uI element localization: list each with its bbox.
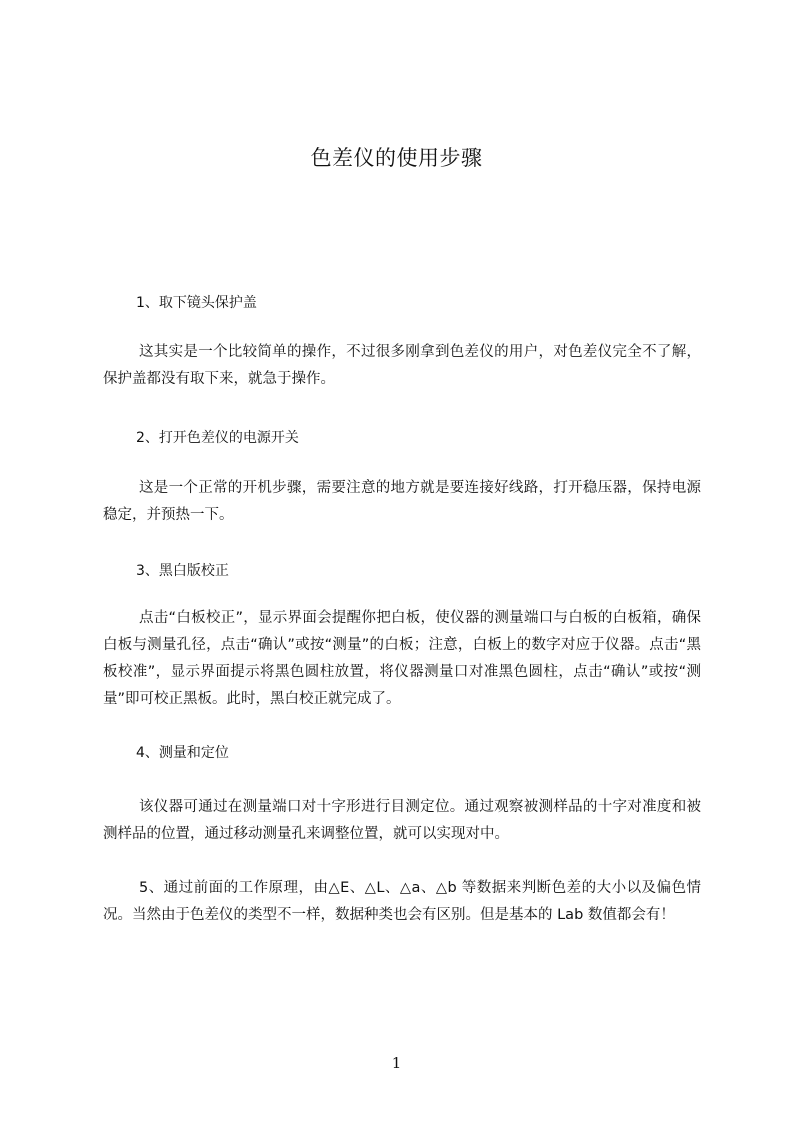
page-number: 1 xyxy=(391,1054,402,1072)
section-3-paragraph: 点击“白板校正”，显示界面会提醒你把白板，使仪器的测量端口与白板的白板箱，确保白板与测量孔径，点击“确认”或按“测量”的白板；注意，白板上的数字对应于仪器。点击“黑板校准”，显示界面提示将黑色圆柱放置，将仪器测量口对准黑色圆柱，点击“确认”或按“测量”即可校正黑板。此时，黑白校正就完成了。 xyxy=(103,610,701,707)
section-1-paragraph: 这其实是一个比较简单的操作，不过很多刚拿到色差仪的用户，对色差仪完全不了解，保护盖都没有取下来，就急于操作。 xyxy=(103,344,701,387)
document-title: 色差仪的使用步骤 xyxy=(310,146,483,170)
section-4-heading: 4、测量和定位 xyxy=(136,745,229,761)
section-5-paragraph: 5、通过前面的工作原理，由△E、△L、△a、△b 等数据来判断色差的大小以及偏色情况。当然由于色差仪的类型不一样，数据种类也会有区别。但是基本的 Lab 数值都会有！ xyxy=(103,880,701,923)
section-4-paragraph: 该仪器可通过在测量端口对十字形进行目测定位。通过观察被测样品的十字对准度和被测样品的位置，通过移动测量孔来调整位置，就可以实现对中。 xyxy=(103,799,701,842)
section-1-heading: 1、取下镜头保护盖 xyxy=(136,295,257,311)
section-2-heading: 2、打开色差仪的电源开关 xyxy=(136,430,299,446)
section-3-heading: 3、黑白版校正 xyxy=(136,563,229,579)
section-2-paragraph: 这是一个正常的开机步骤，需要注意的地方就是要连接好线路，打开稳压器，保持电源稳定，并预热一下。 xyxy=(103,480,701,523)
